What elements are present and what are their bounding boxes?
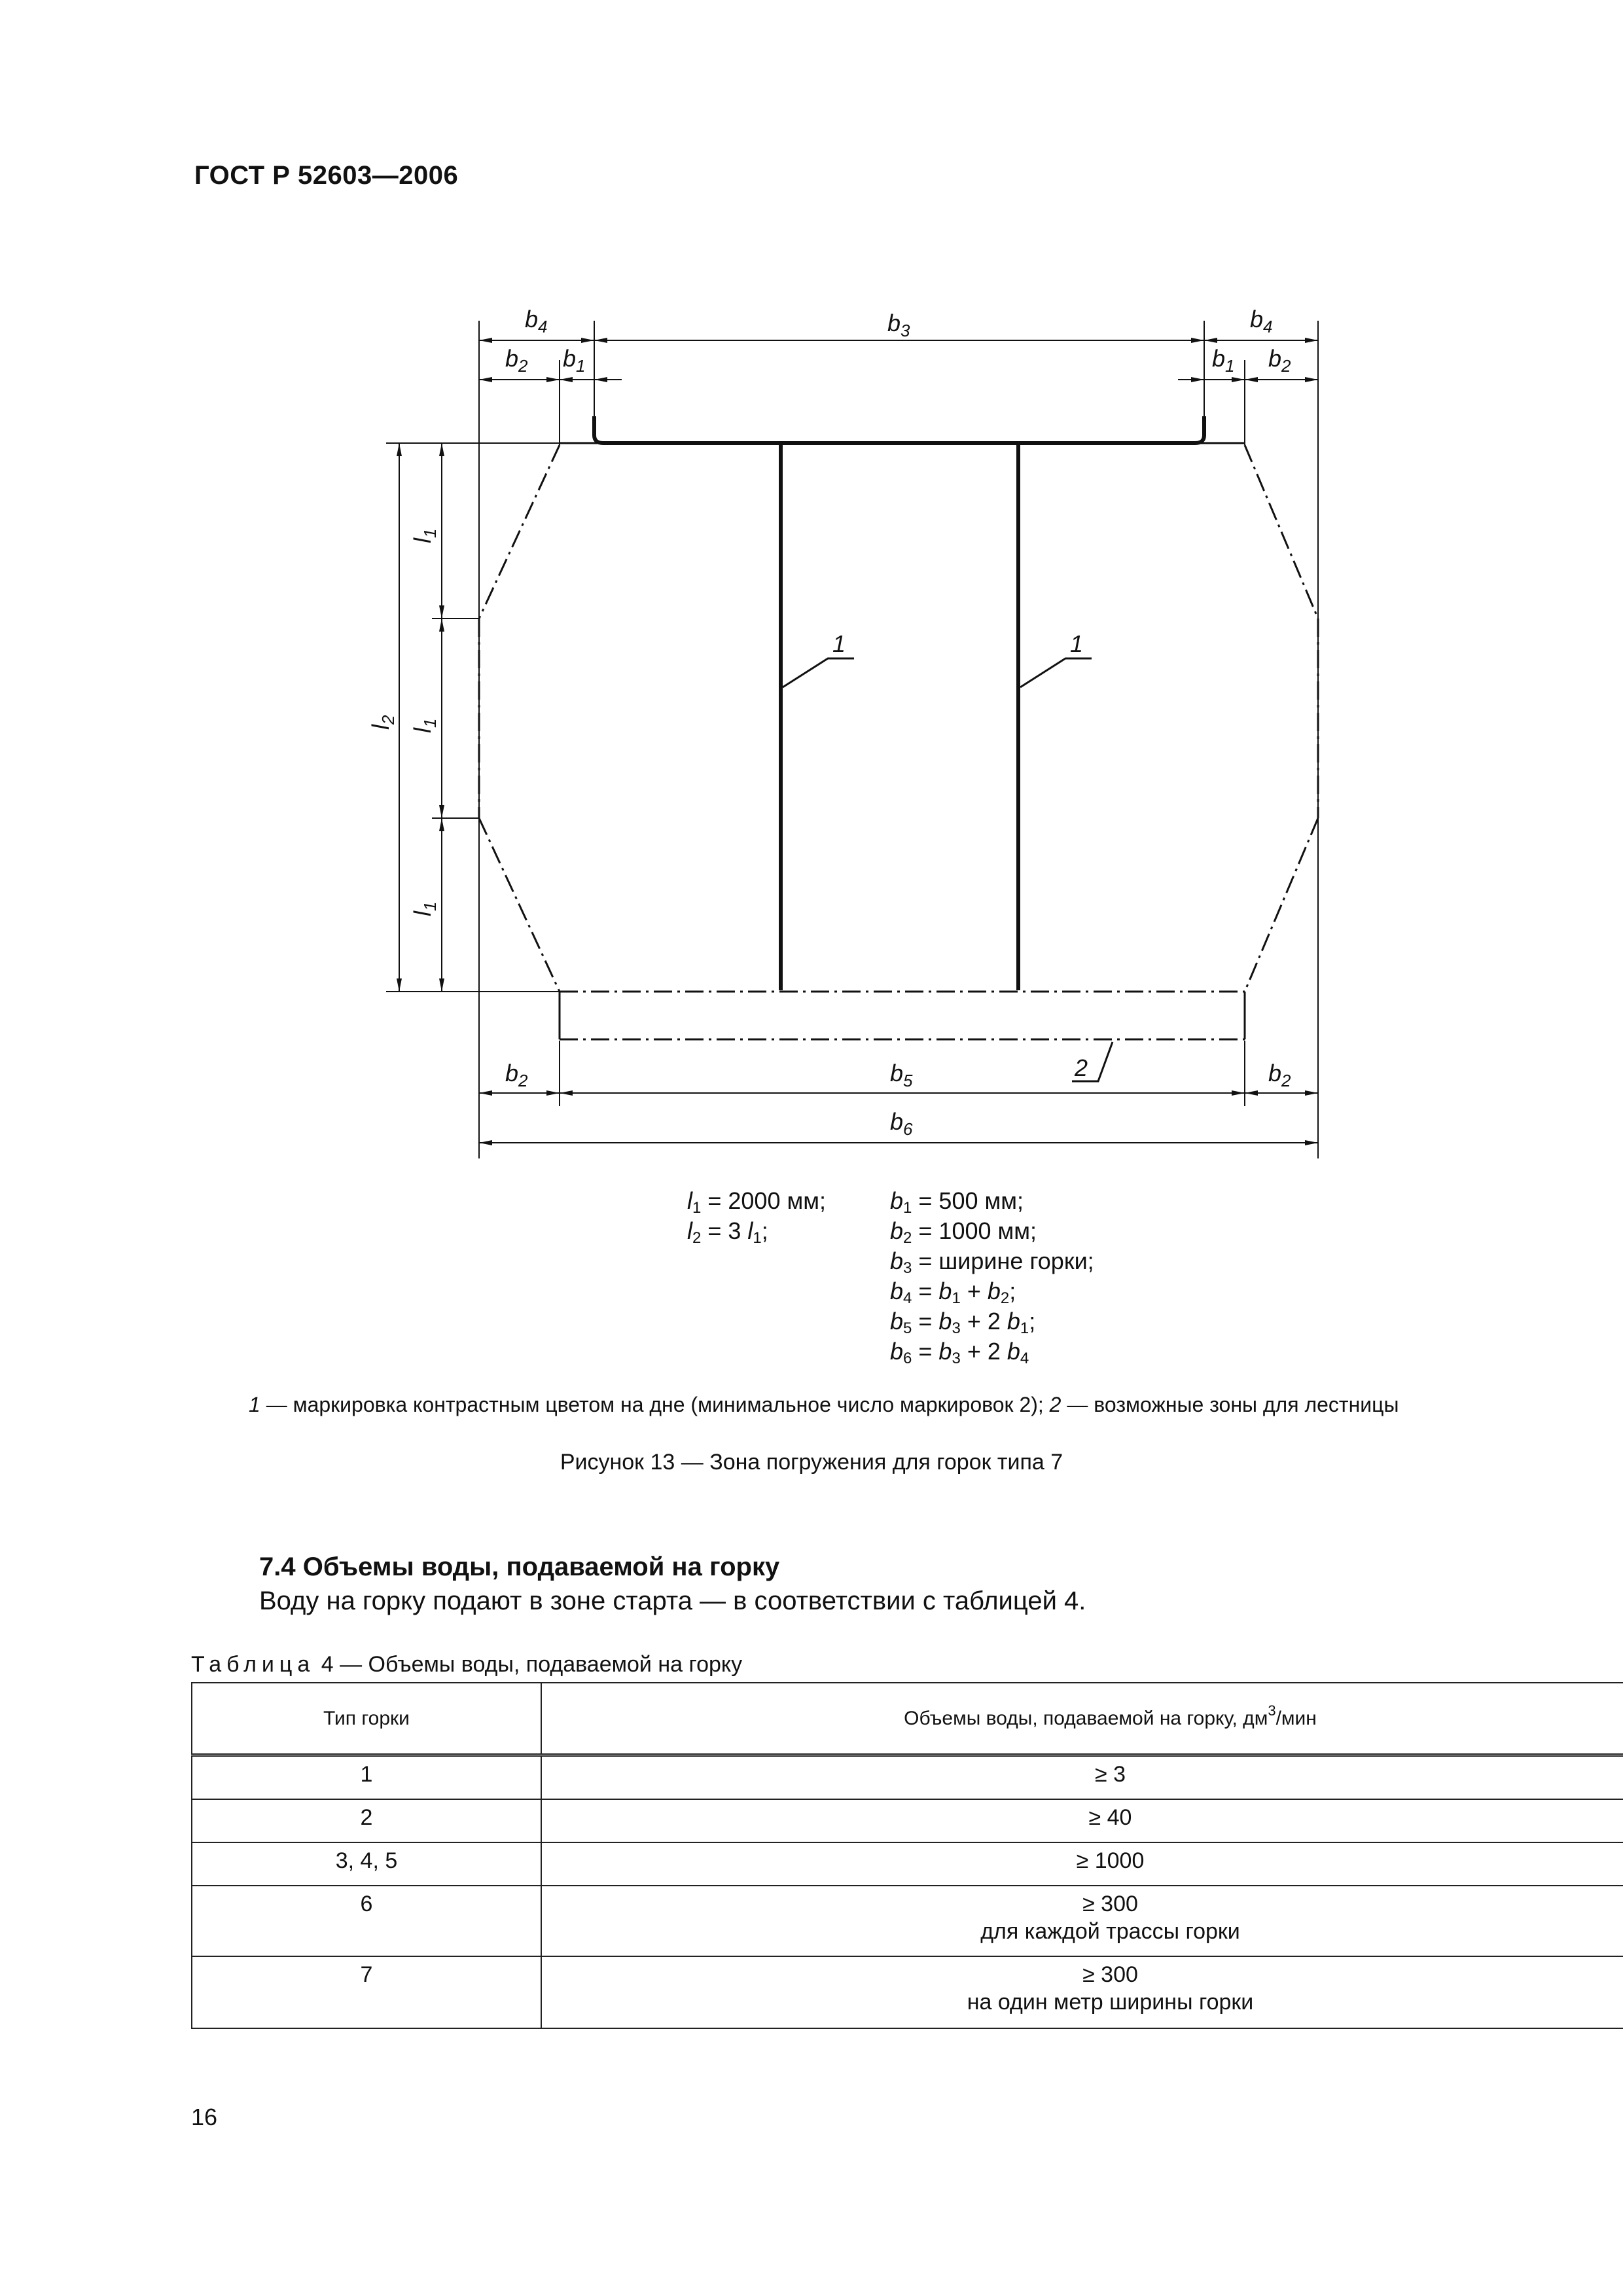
cell-type: 6 bbox=[192, 1886, 541, 1956]
dim-label-b1-top-left: $b_1$ bbox=[563, 345, 586, 376]
dim-label-b1-top-right: $b_1$ bbox=[1212, 345, 1235, 376]
formula-l2: $l_2 = 3$ $l_1$; bbox=[687, 1217, 768, 1247]
cell-volume: ≥ 40 bbox=[541, 1799, 1623, 1842]
formula-b2: $b_2 = 1000$ мм; bbox=[890, 1217, 1037, 1247]
water-volume-table bbox=[191, 1682, 1623, 2029]
dim-label-b5: $b_5$ bbox=[890, 1060, 913, 1090]
pool-outline bbox=[479, 443, 1318, 1039]
cell-type: 3, 4, 5 bbox=[192, 1842, 541, 1886]
cell-type: 7 bbox=[192, 1956, 541, 2028]
section-heading: 7.4 Объемы воды, подаваемой на горку bbox=[259, 1552, 780, 1581]
callout-1-left: 1 bbox=[832, 630, 846, 657]
formula-b5: $b_5 = b_3 + 2$ $b_1$; bbox=[890, 1308, 1036, 1337]
formula-b3: $b_3$ = ширине горки; bbox=[890, 1247, 1094, 1277]
formula-b6: $b_6 = b_3 + 2$ $b_4$ bbox=[890, 1338, 1029, 1367]
cell-volume: ≥ 1000 bbox=[541, 1842, 1623, 1886]
callout-leaders bbox=[783, 658, 1113, 1081]
dim-label-b3: $b_3$ bbox=[887, 310, 910, 340]
cell-note: на один метр ширины горки bbox=[967, 1990, 1254, 2015]
dim-label-b4-left: $b_4$ bbox=[525, 306, 548, 336]
dim-label-b4-right: $b_4$ bbox=[1250, 306, 1273, 336]
formula-l1: $l_1 = 2000$ мм; bbox=[687, 1187, 826, 1217]
formula-b1: $b_1 = 500$ мм; bbox=[890, 1187, 1024, 1217]
table-row bbox=[192, 1755, 1623, 1800]
cell-note: для каждой трассы горки bbox=[980, 1919, 1240, 1944]
extension-lines bbox=[386, 321, 1318, 1158]
dimension-lines bbox=[399, 340, 1318, 1143]
dim-label-b2-top-right: $b_2$ bbox=[1268, 345, 1291, 376]
dim-label-b6: $b_6$ bbox=[890, 1108, 913, 1139]
section-body: Воду на горку подают в зоне старта — в соответствии с таблицей 4. bbox=[259, 1587, 1086, 1615]
dim-label-l2: $l_2$ bbox=[367, 715, 398, 730]
dim-label-l1-bottom: $l_1$ bbox=[409, 901, 440, 916]
table-row bbox=[192, 1956, 1623, 2028]
dim-label-l1-middle: $l_1$ bbox=[409, 718, 440, 733]
table-row bbox=[192, 1799, 1623, 1842]
formula-b4: $b_4 = b_1 + b_2$; bbox=[890, 1278, 1016, 1307]
document-header: ГОСТ Р 52603—2006 bbox=[194, 161, 459, 190]
table-row bbox=[192, 1842, 1623, 1886]
dim-label-b2-bottom-right: $b_2$ bbox=[1268, 1060, 1291, 1090]
slide-outlet bbox=[594, 416, 1204, 443]
callout-2: 2 bbox=[1075, 1054, 1088, 1081]
cell-type: 2 bbox=[192, 1799, 541, 1842]
table-row bbox=[192, 1886, 1623, 1956]
page-number: 16 bbox=[191, 2104, 218, 2130]
cell-volume: ≥ 300 на один метр ширины горки bbox=[541, 1956, 1623, 2028]
table-caption: Таблица 4 — Объемы воды, подаваемой на горку bbox=[191, 1652, 743, 1677]
cell-volume: ≥ 300 для каждой трассы горки bbox=[541, 1886, 1623, 1956]
table-header-row bbox=[192, 1683, 1623, 1755]
dim-label-l1-top: $l_1$ bbox=[409, 528, 440, 543]
figure-legend: 1 — маркировка контрастным цветом на дне (минимальное число маркировок 2); 2 — возможные зоны для лестницы bbox=[249, 1393, 1399, 1416]
header-water-volume: Объемы воды, подаваемой на горку, $дм^3$/мин bbox=[541, 1683, 1623, 1755]
figure-caption: Рисунок 13 — Зона погружения для горок типа 7 bbox=[560, 1450, 1063, 1475]
callout-1-right: 1 bbox=[1070, 630, 1084, 657]
dim-label-b2-top-left: $b_2$ bbox=[505, 345, 528, 376]
dim-label-b2-bottom-left: $b_2$ bbox=[505, 1060, 528, 1090]
cell-volume: ≥ 3 bbox=[541, 1755, 1623, 1800]
cell-type: 1 bbox=[192, 1755, 541, 1800]
header-slide-type: Тип горки bbox=[192, 1683, 541, 1755]
